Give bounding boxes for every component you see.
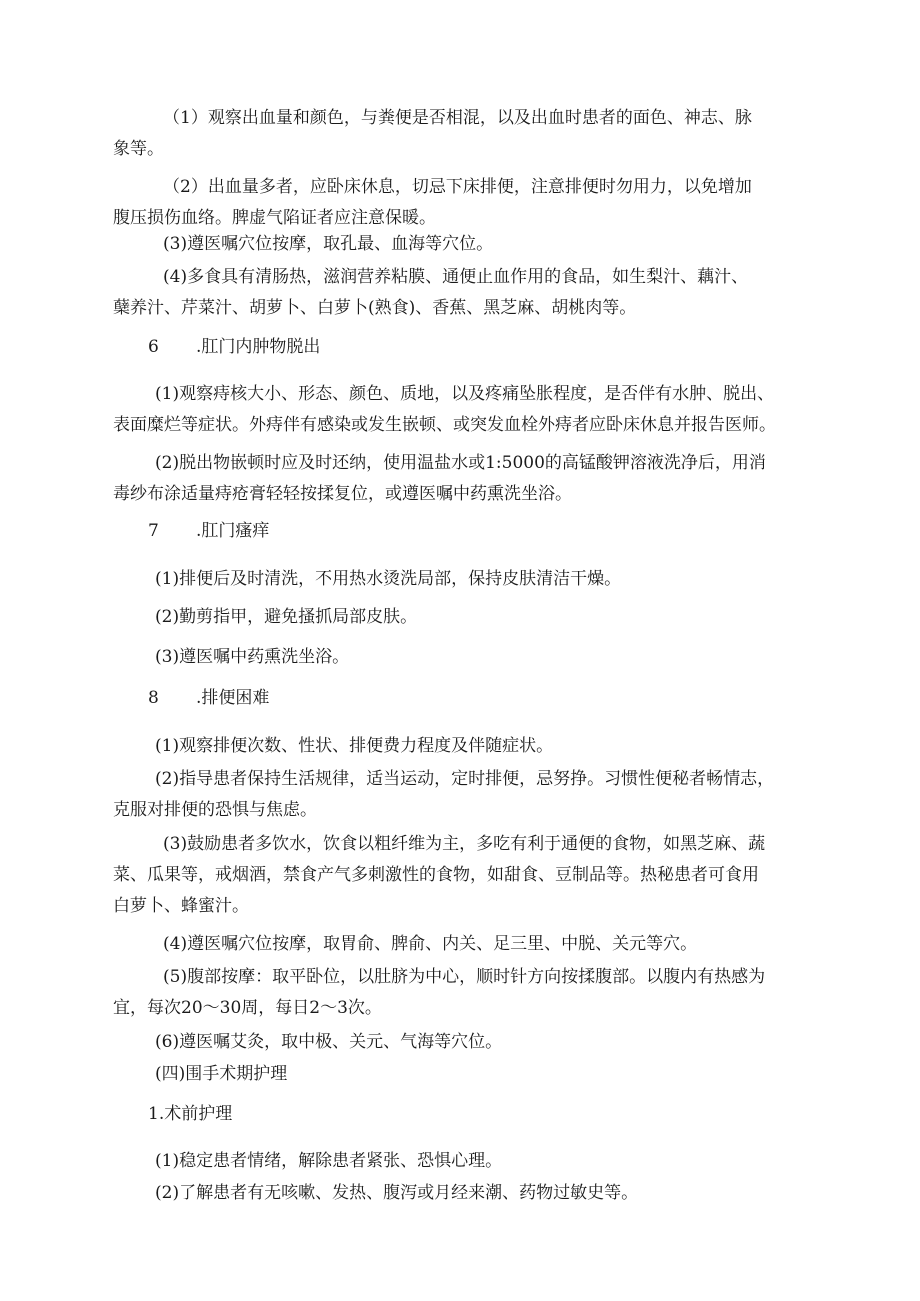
text-line: (2)了解患者有无咳嗽、发热、腹泻或月经来潮、药物过敏史等。 bbox=[155, 1183, 639, 1203]
text-line: 克服对排便的恐惧与焦虑。 bbox=[113, 800, 317, 820]
section-heading-6 bbox=[0, 332, 920, 363]
paragraph-lifestyle bbox=[0, 764, 920, 826]
paragraph-history bbox=[0, 1178, 920, 1209]
paragraph-bleeding-observe bbox=[0, 103, 920, 165]
text-line: (4)多食具有清肠热，滋润营养粘膜、通便止血作用的食品，如生梨汁、藕汁、 bbox=[163, 267, 749, 287]
text-line: (6)遵医嘱艾灸，取中极、关元、气海等穴位。 bbox=[155, 1032, 503, 1052]
section-title: .肛门瘙痒 bbox=[196, 521, 270, 541]
text-line: 毒纱布涂适量痔疮膏轻轻按揉复位，或遵医嘱中药熏洗坐浴。 bbox=[113, 484, 572, 504]
paragraph-abdominal-massage bbox=[0, 962, 920, 1024]
text-line: 宜，每次20～30周，每日2～3次。 bbox=[113, 998, 382, 1018]
text-line: (3)鼓励患者多饮水，饮食以粗纤维为主，多吃有利于通便的食物，如黑芝麻、蔬 bbox=[163, 834, 766, 854]
section-number: 8 bbox=[148, 688, 159, 708]
text-line: （2）出血量多者，应卧床休息，切忌下床排便，注意排便时勿用力，以免增加 bbox=[163, 177, 752, 197]
text-line: 菜、瓜果等，戒烟酒，禁食产气多刺激性的食物，如甜食、豆制品等。热秘患者可食用 bbox=[113, 865, 759, 885]
section-heading-8 bbox=[0, 683, 920, 714]
section-heading-perioperative bbox=[0, 1059, 920, 1090]
text-line: 腹压损伤血络。脾虚气陷证者应注意保暖。 bbox=[113, 208, 436, 228]
paragraph-bleeding-rest bbox=[0, 172, 920, 234]
section-title: 1.术前护理 bbox=[148, 1104, 233, 1124]
section-title: (四)围手术期护理 bbox=[155, 1064, 288, 1084]
text-line: 表面糜烂等症状。外痔伴有感染或发生嵌顿、或突发血栓外痔者应卧床休息并报告医师。 bbox=[113, 415, 776, 435]
text-line: (5)腹部按摩：取平卧位，以肚脐为中心，顺时针方向按揉腹部。以腹内有热感为 bbox=[163, 967, 766, 987]
section-heading-preop bbox=[0, 1099, 920, 1130]
paragraph-itch-nails bbox=[0, 602, 920, 633]
text-line: （1）观察出血量和颜色，与粪便是否相混，以及出血时患者的面色、神志、脉 bbox=[163, 108, 752, 128]
text-line: (3)遵医嘱中药熏洗坐浴。 bbox=[155, 647, 350, 667]
paragraph-diet bbox=[0, 262, 920, 324]
paragraph-fiber-diet bbox=[0, 829, 920, 922]
paragraph-emotion bbox=[0, 1146, 920, 1177]
section-heading-7 bbox=[0, 516, 920, 547]
text-line: (1)稳定患者情绪，解除患者紧张、恐惧心理。 bbox=[155, 1151, 503, 1171]
text-line: 白萝卜、蜂蜜汁。 bbox=[113, 896, 249, 916]
text-line: (1)观察痔核大小、形态、颜色、质地，以及疼痛坠胀程度，是否伴有水肿、脱出、 bbox=[155, 384, 775, 404]
paragraph-itch-clean bbox=[0, 564, 920, 595]
paragraph-prolapse-reduce bbox=[0, 448, 920, 510]
paragraph-acupoint-massage bbox=[0, 229, 920, 260]
text-line: (4)遵医嘱穴位按摩，取胃俞、脾俞、内关、足三里、中脱、关元等穴。 bbox=[163, 934, 698, 954]
text-line: 象等。 bbox=[113, 139, 164, 159]
text-line: (2)脱出物嵌顿时应及时还纳，使用温盐水或1:5000的高锰酸钾溶液洗净后，用消 bbox=[155, 453, 766, 473]
paragraph-hemorrhoid-observe bbox=[0, 379, 920, 441]
paragraph-defecation-observe bbox=[0, 731, 920, 762]
text-line: (1)排便后及时清洗，不用热水烫洗局部，保持皮肤清洁干燥。 bbox=[155, 569, 622, 589]
section-number: 6 bbox=[148, 337, 159, 357]
text-line: (1)观察排便次数、性状、排便费力程度及伴随症状。 bbox=[155, 736, 554, 756]
text-line: 蘖养汁、芹菜汁、胡萝卜、白萝卜(熟食)、香蕉、黑芝麻、胡桃肉等。 bbox=[113, 298, 637, 318]
section-title: .排便困难 bbox=[196, 688, 270, 708]
paragraph-itch-fumigate bbox=[0, 642, 920, 673]
section-number: 7 bbox=[148, 521, 159, 541]
text-line: (2)勤剪指甲，避免搔抓局部皮肤。 bbox=[155, 607, 418, 627]
paragraph-acupoints-2 bbox=[0, 929, 920, 960]
section-title: .肛门内肿物脱出 bbox=[196, 337, 321, 357]
text-line: (3)遵医嘱穴位按摩，取孔最、血海等穴位。 bbox=[163, 234, 494, 254]
text-line: (2)指导患者保持生活规律，适当运动，定时排便，忌努挣。习惯性便秘者畅情志， bbox=[155, 769, 775, 789]
paragraph-moxibustion bbox=[0, 1027, 920, 1058]
